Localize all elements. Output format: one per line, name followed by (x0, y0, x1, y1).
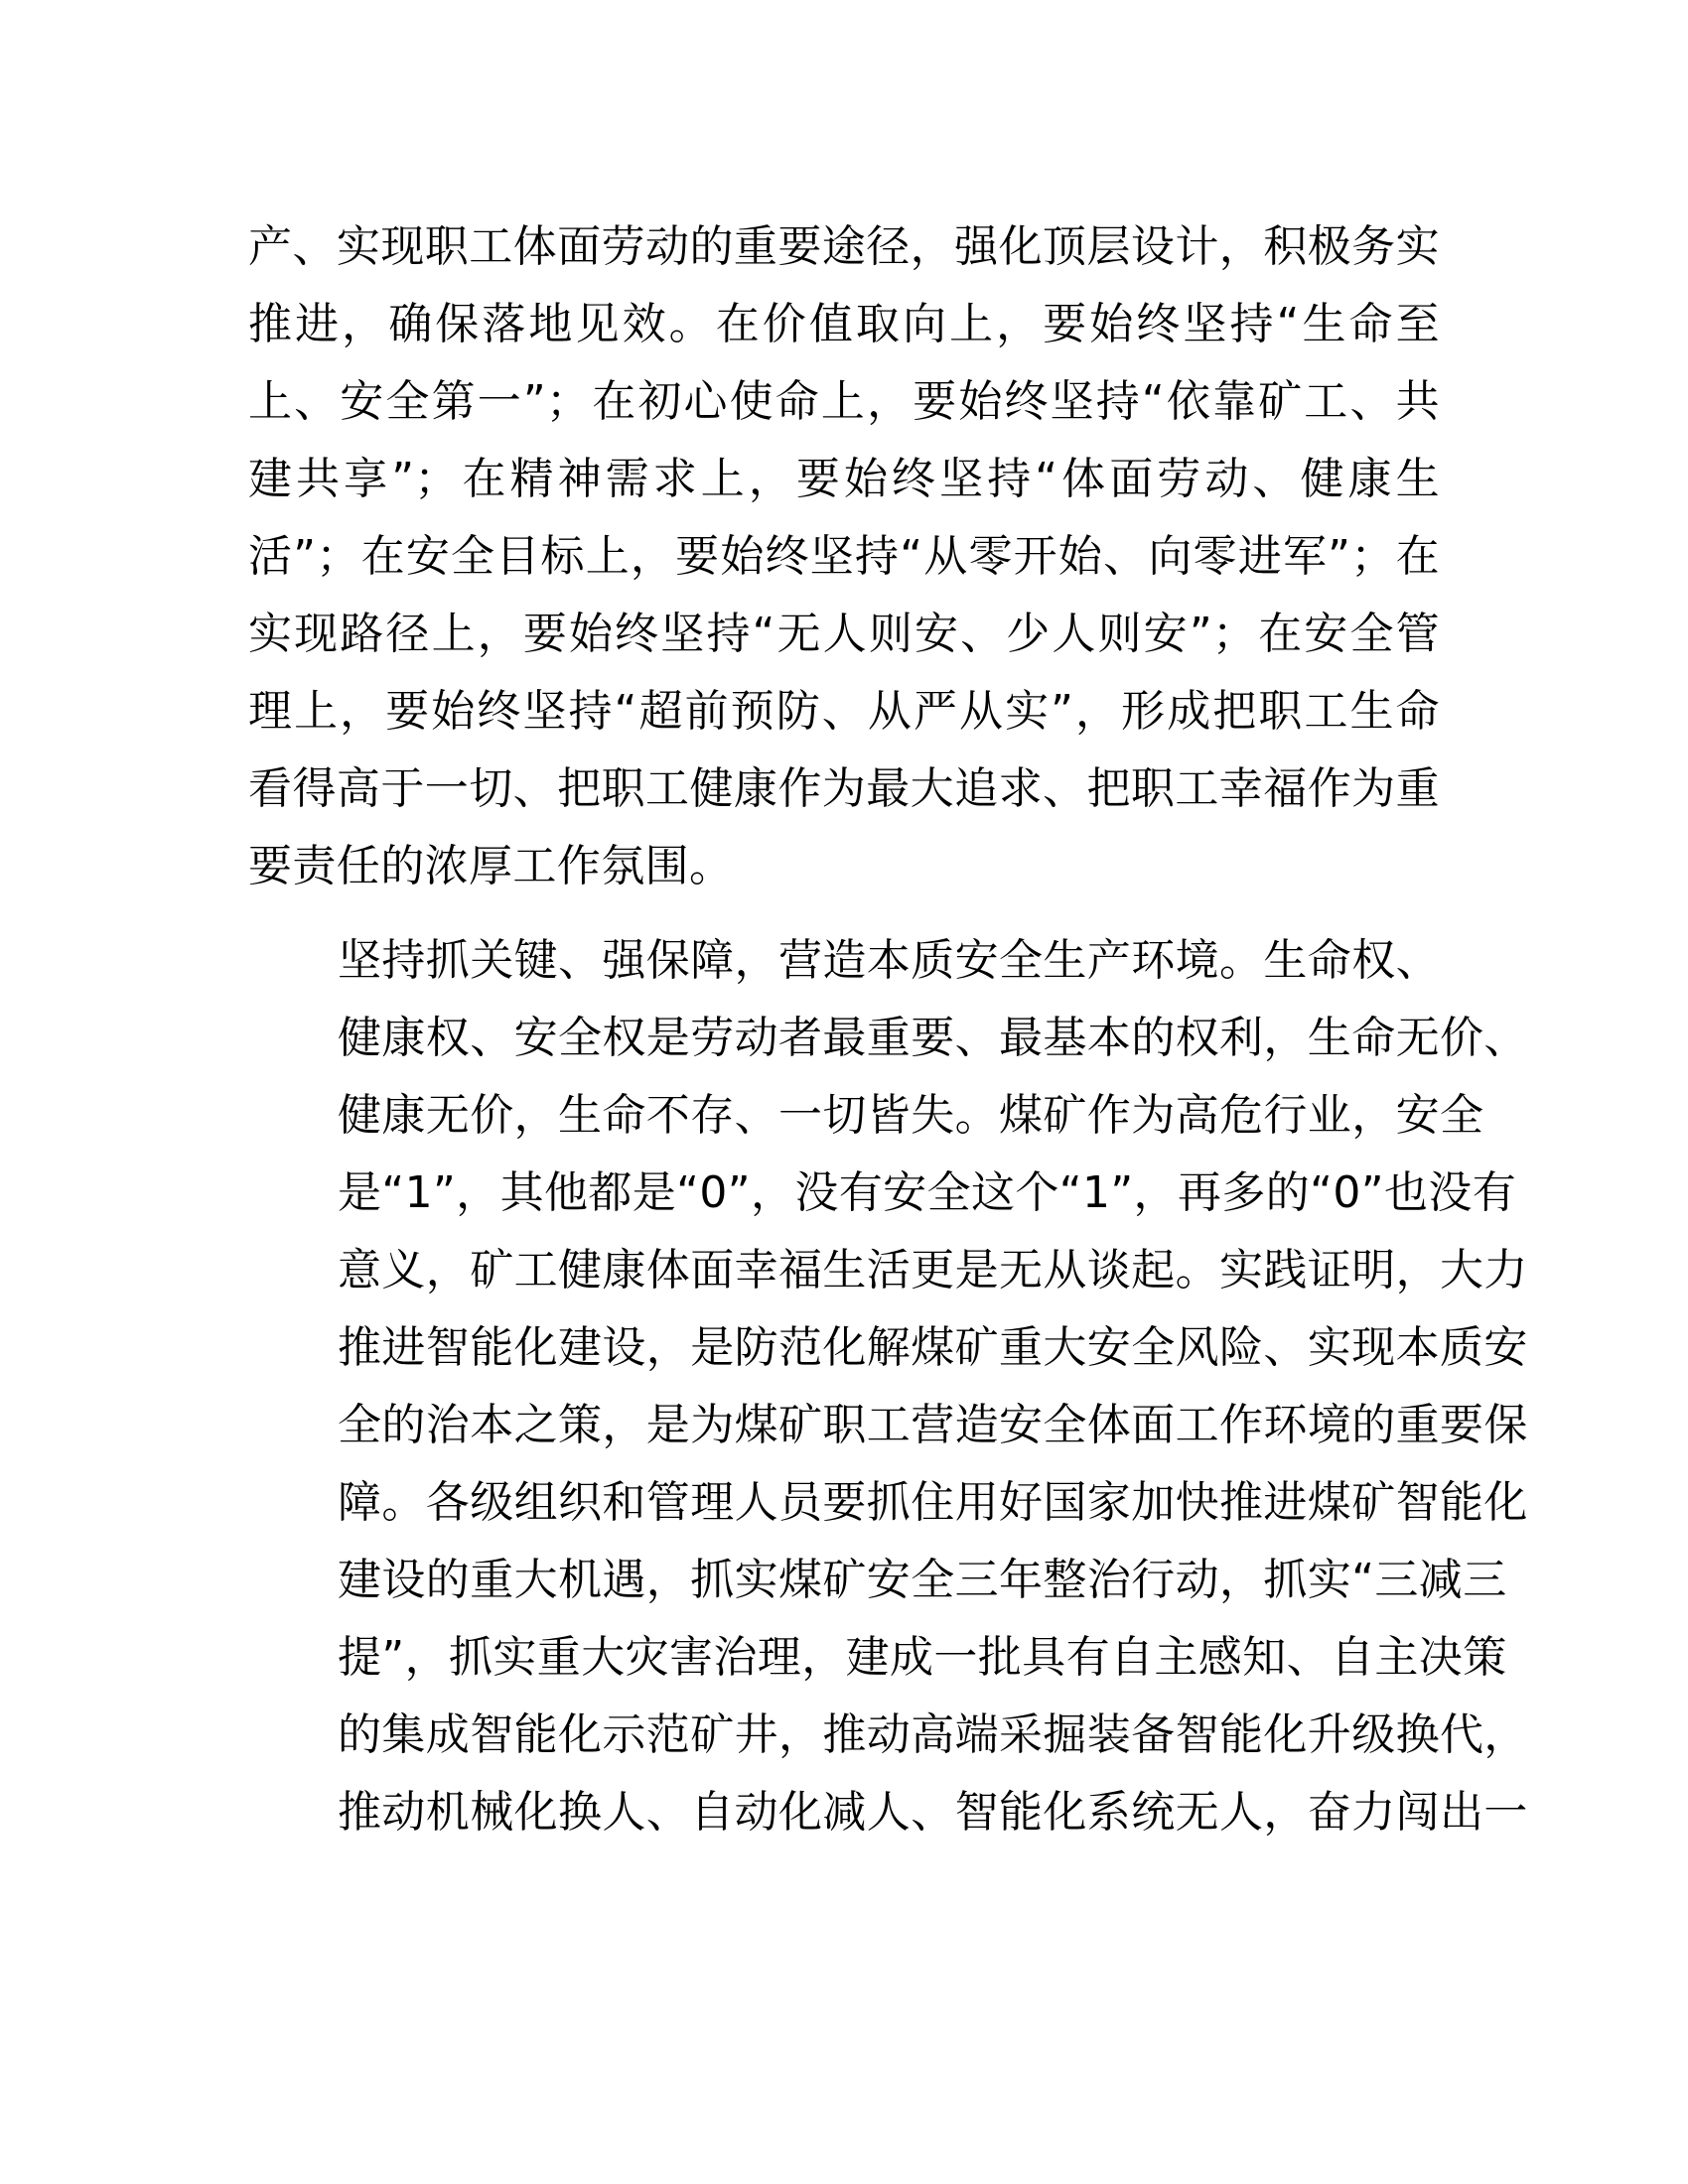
text-line: 推进，确保落地见效。在价值取向上，要始终坚持“生命至 (248, 299, 1440, 349)
text-line: 提”，抓实重大灾害治理，建成一批具有自主感知、自主决策 (338, 1632, 1507, 1683)
text-line: 建设的重大机遇，抓实煤矿安全三年整治行动，抓实“三减三 (338, 1555, 1507, 1605)
text-line: 上、安全第一”；在初心使命上，要始终坚持“依靠矿工、共 (248, 376, 1440, 427)
text-line: 全的治本之策，是为煤矿职工营造安全体面工作环境的重要保 (338, 1400, 1528, 1450)
text-line: 健康权、安全权是劳动者最重要、最基本的权利，生命无价、 (338, 1013, 1528, 1063)
text-line: 建共享”；在精神需求上，要始终坚持“体面劳动、健康生 (248, 454, 1440, 504)
text-line: 活”；在安全目标上，要始终坚持“从零开始、向零进军”；在 (248, 531, 1440, 582)
text-line: 要责任的浓厚工作氛围。 (248, 841, 734, 891)
text-line: 推进智能化建设，是防范化解煤矿重大安全风险、实现本质安 (338, 1322, 1528, 1373)
text-line: 障。各级组织和管理人员要抓住用好国家加快推进煤矿智能化 (338, 1477, 1528, 1528)
text-line: 产、实现职工体面劳动的重要途径，强化顶层设计，积极务实 (248, 221, 1440, 272)
text-line: 推动机械化换人、自动化减人、智能化系统无人，奋力闯出一 (338, 1787, 1528, 1838)
text-line: 的集成智能化示范矿井，推动高端采掘装备智能化升级换代， (338, 1709, 1528, 1760)
paragraph-2 (248, 922, 1528, 1851)
text-line: 坚持抓关键、强保障，营造本质安全生产环境。生命权、 (338, 935, 1440, 986)
text-line: 是“1”，其他都是“0”，没有安全这个“1”，再多的“0”也没有 (338, 1167, 1517, 1218)
text-line: 实现路径上，要始终坚持“无人则安、少人则安”；在安全管 (248, 609, 1440, 659)
text-line: 理上，要始终坚持“超前预防、从严从实”，形成把职工生命 (248, 686, 1440, 737)
text-line: 看得高于一切、把职工健康作为最大追求、把职工幸福作为重 (248, 763, 1440, 814)
paragraph-1 (248, 208, 1440, 905)
text-line: 健康无价，生命不存、一切皆失。煤矿作为高危行业，安全 (338, 1090, 1484, 1141)
text-line: 意义，矿工健康体面幸福生活更是无从谈起。实践证明，大力 (338, 1245, 1528, 1296)
document-body (248, 208, 1528, 1868)
